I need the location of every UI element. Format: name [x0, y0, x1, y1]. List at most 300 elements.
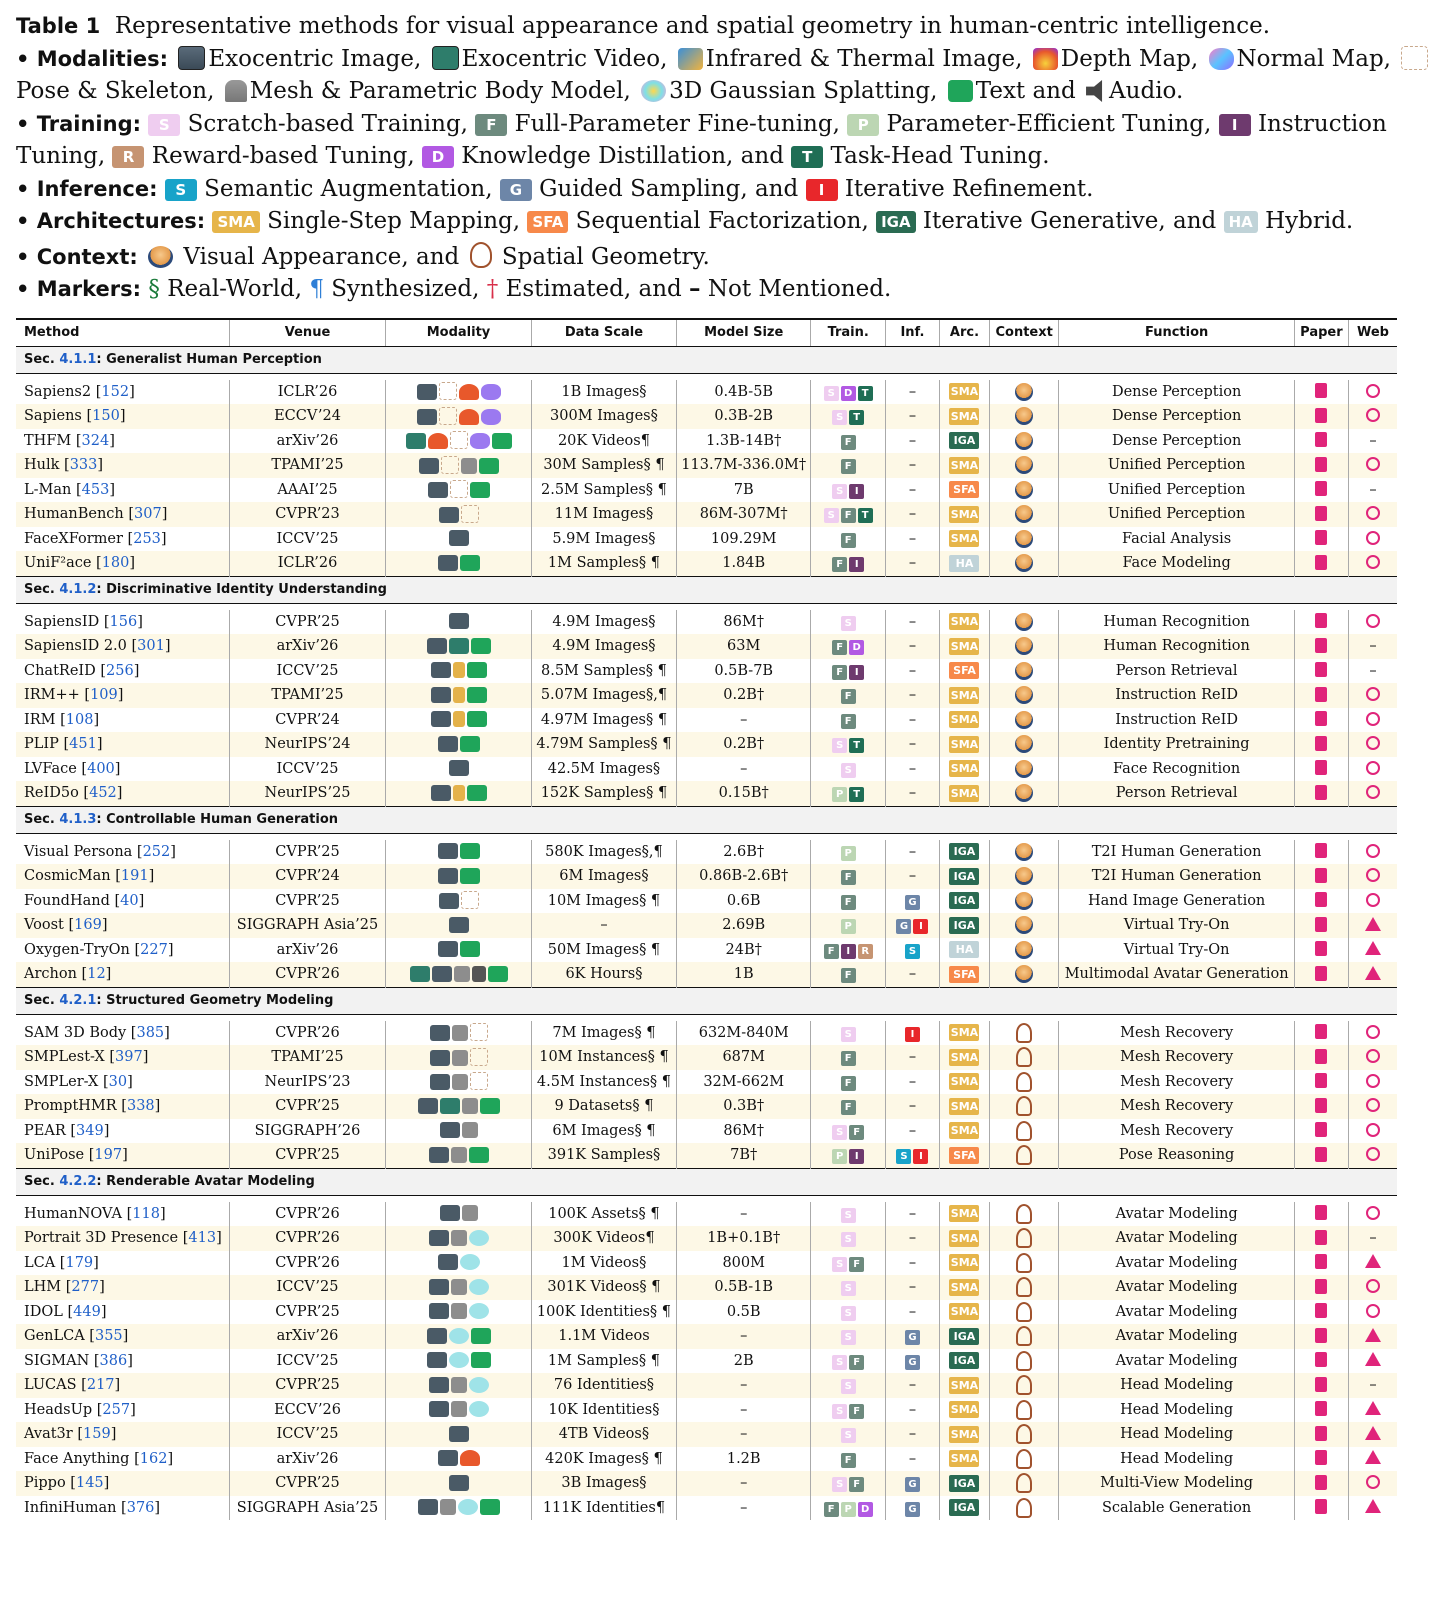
modality-cell: [386, 913, 532, 938]
citation-link[interactable]: 452: [89, 785, 117, 802]
not-mentioned: –: [908, 687, 917, 704]
not-mentioned: –: [908, 1098, 917, 1115]
train-cell: [811, 1349, 885, 1374]
context-cell: [989, 1300, 1058, 1325]
inference-cell: [885, 1094, 939, 1119]
arc-cell: [940, 1251, 990, 1276]
arc-cell: [940, 864, 990, 889]
citation-link[interactable]: 156: [109, 613, 138, 630]
train-cell: [811, 1021, 885, 1046]
home-icon[interactable]: [1365, 966, 1381, 980]
legend-modalities: [16, 43, 1435, 108]
paper-icon[interactable]: [1315, 1254, 1327, 1269]
exo-modality-icon: [427, 1352, 447, 1368]
venue-cell: CVPR’23: [229, 502, 385, 527]
home-icon[interactable]: [1365, 1499, 1381, 1513]
github-icon[interactable]: [1366, 531, 1380, 545]
context-cell: [989, 732, 1058, 757]
paper-cell: [1294, 1070, 1348, 1095]
train-tag: I: [849, 665, 864, 680]
paper-icon[interactable]: [1315, 1073, 1327, 1088]
github-icon[interactable]: [1366, 844, 1380, 858]
train-cell: [811, 913, 885, 938]
data-scale-cell: 5.07M Images§,¶: [531, 683, 676, 708]
paper-icon[interactable]: [1315, 868, 1327, 883]
arc-cell: [940, 1045, 990, 1070]
citation-link[interactable]: 152: [101, 383, 130, 400]
arc-cell: [940, 732, 990, 757]
github-icon[interactable]: [1366, 506, 1380, 520]
legend-architectures: [16, 205, 1435, 238]
citation-link[interactable]: 451: [69, 736, 97, 753]
txt-modality-icon: [460, 555, 480, 571]
data-scale-cell: 300K Videos¶: [531, 1226, 676, 1251]
inference-cell: [885, 1119, 939, 1144]
train-tag: T: [849, 410, 864, 425]
section-name: : Controllable Human Generation: [96, 812, 339, 827]
paper-icon[interactable]: [1315, 662, 1327, 677]
visual-appearance-icon: [1015, 407, 1033, 425]
arc-cell: [940, 1070, 990, 1095]
github-icon[interactable]: [1366, 761, 1380, 775]
method-cell: LHM [277]: [16, 1275, 229, 1300]
github-icon[interactable]: [1366, 1475, 1380, 1489]
paper-icon[interactable]: [1315, 1475, 1327, 1490]
paper-icon[interactable]: [1315, 785, 1327, 800]
train-tag: F: [841, 1453, 856, 1468]
legend-text: Guided Sampling, and: [539, 175, 799, 202]
spatial-geometry-icon: [1016, 1072, 1032, 1092]
train-cell: [811, 1447, 885, 1472]
iterative-refine-tag: I: [806, 179, 838, 201]
citation-link[interactable]: 180: [101, 555, 130, 572]
method-name: IRM: [24, 711, 56, 728]
paper-icon[interactable]: [1315, 941, 1327, 956]
inference-cell: [885, 1398, 939, 1423]
paper-icon[interactable]: [1315, 1303, 1327, 1318]
method-name: Hulk: [24, 457, 60, 474]
scratch-tag: S: [148, 114, 180, 136]
venue-cell: ECCV’24: [229, 404, 385, 429]
paper-icon[interactable]: [1315, 1122, 1327, 1137]
citation-link[interactable]: 40: [120, 892, 139, 909]
paper-icon[interactable]: [1315, 1499, 1327, 1514]
citation-link[interactable]: 191: [120, 868, 149, 885]
paper-icon[interactable]: [1315, 1328, 1327, 1343]
inference-cell: [885, 1324, 939, 1349]
citation-link[interactable]: 217: [86, 1377, 115, 1394]
arc-cell: [940, 1349, 990, 1374]
data-scale-cell: 30M Samples§ ¶: [531, 453, 676, 478]
exo-modality-icon: [417, 409, 437, 425]
train-tag: S: [841, 1379, 856, 1394]
data-scale-cell: 1M Samples§ ¶: [531, 1349, 676, 1374]
visual-appearance-icon: [1015, 383, 1033, 401]
home-icon[interactable]: [1365, 917, 1381, 931]
exo-modality-icon: [449, 917, 469, 933]
distillation-tag: D: [422, 146, 454, 168]
github-icon[interactable]: [1366, 1304, 1380, 1318]
txt-modality-icon: [488, 966, 508, 982]
paper-icon[interactable]: [1315, 843, 1327, 858]
citation-link[interactable]: 307: [134, 506, 162, 523]
github-icon[interactable]: [1366, 1123, 1380, 1137]
citation-link[interactable]: 162: [139, 1450, 168, 1467]
github-icon[interactable]: [1366, 457, 1380, 471]
train-tag: F: [841, 508, 856, 523]
train-cell: [811, 1300, 885, 1325]
spatial-geometry-icon: [1016, 1473, 1032, 1493]
paper-icon[interactable]: [1315, 457, 1327, 472]
paper-icon[interactable]: [1315, 917, 1327, 932]
arc-cell: [940, 781, 990, 806]
home-icon[interactable]: [1365, 1352, 1381, 1366]
exo-modality-icon: [439, 893, 459, 909]
github-icon[interactable]: [1366, 736, 1380, 750]
arc-tag: SFA: [949, 662, 979, 679]
paper-icon[interactable]: [1315, 506, 1327, 521]
arc-cell: [940, 1324, 990, 1349]
function-cell: Avatar Modeling: [1059, 1202, 1295, 1227]
arc-cell: [940, 1447, 990, 1472]
method-cell: Oxygen-TryOn [227]: [16, 938, 229, 963]
paper-cell: [1294, 840, 1348, 865]
exo-modality-icon: [440, 1205, 460, 1221]
modality-cell: [386, 1324, 532, 1349]
github-icon[interactable]: [1366, 1147, 1380, 1161]
train-tag: D: [858, 1502, 873, 1517]
table-caption: [16, 10, 1435, 306]
context-cell: [989, 429, 1058, 454]
txt-modality-icon: [460, 941, 480, 957]
paper-icon[interactable]: [1315, 1352, 1327, 1367]
method-cell: Avat3r [159]: [16, 1422, 229, 1447]
github-icon[interactable]: [1366, 868, 1380, 882]
data-scale-cell: –: [531, 913, 676, 938]
citation-link[interactable]: 397: [115, 1049, 143, 1066]
citation-link[interactable]: 256: [106, 662, 134, 679]
web-cell: [1348, 527, 1397, 552]
citation-link[interactable]: 109: [90, 687, 118, 704]
citation-link[interactable]: 12: [87, 966, 106, 983]
context-cell: [989, 781, 1058, 806]
context-cell: [989, 1226, 1058, 1251]
citation-link[interactable]: 301: [137, 638, 165, 655]
paper-icon[interactable]: [1315, 555, 1327, 570]
legend-text: Scratch-based Training,: [187, 110, 468, 137]
citation-link[interactable]: 145: [75, 1475, 104, 1492]
citation-link[interactable]: 159: [83, 1426, 111, 1443]
home-icon[interactable]: [1365, 1450, 1381, 1464]
legend-markers: [16, 273, 1435, 306]
citation-link[interactable]: 252: [142, 843, 171, 860]
home-icon[interactable]: [1365, 1401, 1381, 1415]
visual-appearance-icon: [1015, 941, 1033, 959]
train-tag: F: [849, 1355, 864, 1370]
mesh-modality-icon: [451, 1377, 467, 1393]
citation-link[interactable]: 169: [74, 917, 102, 934]
pose-modality-icon: [461, 891, 479, 909]
inference-cell: [885, 1422, 939, 1447]
arc-tag: SFA: [949, 1147, 979, 1164]
function-cell: Head Modeling: [1059, 1398, 1295, 1423]
arc-cell: [940, 1119, 990, 1144]
github-icon[interactable]: [1366, 893, 1380, 907]
pose-skeleton-icon: [1401, 46, 1428, 70]
table-row: [16, 864, 1397, 889]
train-tag: F: [849, 1257, 864, 1272]
method-cell: LUCAS [217]: [16, 1373, 229, 1398]
paper-icon[interactable]: [1315, 1401, 1327, 1416]
web-cell: [1348, 380, 1397, 405]
train-cell: [811, 1251, 885, 1276]
function-cell: Face Modeling: [1059, 551, 1295, 576]
github-icon[interactable]: [1366, 1098, 1380, 1112]
citation-link[interactable]: 253: [133, 530, 161, 547]
ir-modality-icon: [453, 711, 465, 727]
not-mentioned: –: [908, 408, 917, 425]
paper-icon[interactable]: [1315, 892, 1327, 907]
section-title: [16, 987, 1397, 1014]
modality-cell: [386, 1119, 532, 1144]
home-icon[interactable]: [1365, 941, 1381, 955]
modality-cell: [386, 1226, 532, 1251]
paper-icon[interactable]: [1315, 638, 1327, 653]
peft-tag: P: [847, 114, 879, 136]
not-mentioned: –: [1369, 638, 1377, 655]
paper-cell: [1294, 1275, 1348, 1300]
method-name: Oxygen-TryOn: [24, 941, 130, 958]
data-scale-cell: 8.5M Samples§ ¶: [531, 659, 676, 684]
col-method: Method: [16, 319, 229, 347]
paper-icon[interactable]: [1315, 408, 1327, 423]
data-scale-cell: 50M Images§ ¶: [531, 938, 676, 963]
model-size-cell: 1.2B: [676, 1447, 811, 1472]
full-finetune-tag: F: [475, 114, 507, 136]
citation-link[interactable]: 277: [71, 1279, 100, 1296]
venue-cell: CVPR’25: [229, 889, 385, 914]
exo-modality-icon: [427, 1328, 447, 1344]
arc-tag: SFA: [949, 966, 979, 983]
function-cell: Multi-View Modeling: [1059, 1471, 1295, 1496]
venue-cell: arXiv’26: [229, 1447, 385, 1472]
venue-cell: ECCV’26: [229, 1398, 385, 1423]
citation-link[interactable]: 386: [99, 1352, 128, 1369]
arc-tag: IGA: [949, 1499, 979, 1516]
modality-cell: [386, 380, 532, 405]
train-cell: [811, 962, 885, 987]
citation-link[interactable]: 108: [65, 711, 94, 728]
section-title: [16, 576, 1397, 603]
home-icon[interactable]: [1365, 1426, 1381, 1440]
method-cell: PEAR [349]: [16, 1119, 229, 1144]
citation-link[interactable]: 376: [126, 1499, 155, 1516]
inference-tag: G: [905, 895, 920, 910]
exo-modality-icon: [429, 1147, 449, 1163]
context-cell: [989, 1021, 1058, 1046]
context-cell: [989, 380, 1058, 405]
pose-modality-icon: [470, 1072, 488, 1090]
modality-cell: [386, 478, 532, 503]
arc-tag: HA: [949, 555, 979, 572]
method-name: L-Man: [24, 481, 72, 498]
paper-cell: [1294, 1471, 1348, 1496]
github-icon[interactable]: [1366, 687, 1380, 701]
function-cell: Human Recognition: [1059, 634, 1295, 659]
method-name: PromptHMR: [24, 1098, 117, 1115]
citation-link[interactable]: 30: [108, 1073, 128, 1090]
paper-cell: [1294, 1021, 1348, 1046]
inference-cell: [885, 404, 939, 429]
train-tag: T: [858, 386, 873, 401]
modality-cell: [386, 1300, 532, 1325]
method-cell: Visual Persona [252]: [16, 840, 229, 865]
data-scale-cell: 10M Images§ ¶: [531, 889, 676, 914]
train-tag: R: [858, 944, 873, 959]
citation-link[interactable]: 413: [188, 1230, 217, 1247]
citation-link[interactable]: 179: [65, 1254, 94, 1271]
train-tag: T: [849, 787, 864, 802]
paper-icon[interactable]: [1315, 711, 1327, 726]
function-cell: Identity Pretraining: [1059, 732, 1295, 757]
venue-cell: SIGGRAPH Asia’25: [229, 1496, 385, 1521]
legend-text: Visual Appearance, and: [183, 243, 460, 270]
paper-cell: [1294, 1300, 1348, 1325]
github-icon[interactable]: [1366, 1025, 1380, 1039]
citation-link[interactable]: 338: [126, 1098, 155, 1115]
model-size-cell: 1.3B-14B†: [676, 429, 811, 454]
web-cell: [1348, 1398, 1397, 1423]
paper-icon[interactable]: [1315, 966, 1327, 981]
github-icon[interactable]: [1366, 614, 1380, 628]
modality-cell: [386, 840, 532, 865]
web-cell: [1348, 962, 1397, 987]
method-name: Face Anything: [24, 1450, 130, 1467]
not-mentioned: –: [908, 1049, 917, 1066]
modality-cell: [386, 527, 532, 552]
citation-link[interactable]: 355: [94, 1328, 123, 1345]
method-cell: SapiensID 2.0 [301]: [16, 634, 229, 659]
citation-link[interactable]: 400: [87, 760, 115, 777]
section-ref-link[interactable]: 4.2.2: [59, 1174, 97, 1189]
paper-icon[interactable]: [1315, 530, 1327, 545]
not-mentioned: –: [908, 457, 917, 474]
method-cell: LVFace [400]: [16, 757, 229, 782]
exo-modality-icon: [428, 482, 448, 498]
section-ref-link[interactable]: 4.1.1: [59, 352, 97, 367]
github-icon[interactable]: [1366, 1074, 1380, 1088]
github-icon[interactable]: [1366, 408, 1380, 422]
citation-link[interactable]: 453: [81, 481, 110, 498]
gs-modality-icon: [449, 1352, 469, 1368]
citation-link[interactable]: 349: [76, 1122, 104, 1139]
paper-cell: [1294, 659, 1348, 684]
arc-cell: [940, 610, 990, 635]
data-scale-cell: 4TB Videos§: [531, 1422, 676, 1447]
method-name: LUCAS: [24, 1377, 77, 1394]
paper-icon[interactable]: [1315, 687, 1327, 702]
train-cell: [811, 478, 885, 503]
citation-link[interactable]: 227: [140, 941, 168, 958]
paper-icon[interactable]: [1315, 1024, 1327, 1039]
citation-link[interactable]: 118: [132, 1205, 160, 1222]
mesh-body-icon: [225, 80, 247, 102]
citation-link[interactable]: 385: [136, 1024, 165, 1041]
not-mentioned: –: [908, 1205, 917, 1222]
train-tag: S: [832, 1125, 847, 1140]
model-size-cell: –: [676, 1202, 811, 1227]
modality-cell: [386, 1045, 532, 1070]
function-cell: Mesh Recovery: [1059, 1119, 1295, 1144]
arc-cell: [940, 453, 990, 478]
section-ref-link[interactable]: 4.1.3: [59, 812, 97, 827]
citation-link[interactable]: 150: [92, 408, 120, 425]
citation-link[interactable]: 324: [81, 432, 110, 449]
github-icon[interactable]: [1366, 712, 1380, 726]
method-cell: ChatReID [256]: [16, 659, 229, 684]
function-cell: Head Modeling: [1059, 1422, 1295, 1447]
paper-icon[interactable]: [1315, 432, 1327, 447]
github-icon[interactable]: [1366, 1049, 1380, 1063]
function-cell: Instruction ReID: [1059, 708, 1295, 733]
arc-cell: [940, 1094, 990, 1119]
home-icon[interactable]: [1365, 1328, 1381, 1342]
section-ref-link[interactable]: 4.1.2: [59, 582, 97, 597]
section-ref-link[interactable]: 4.2.1: [59, 993, 97, 1008]
paper-icon[interactable]: [1315, 1377, 1327, 1392]
paper-icon[interactable]: [1315, 760, 1327, 775]
paper-icon[interactable]: [1315, 1147, 1327, 1162]
legend-text: Synthesized,: [331, 276, 480, 302]
paper-cell: [1294, 380, 1348, 405]
not-mentioned: –: [908, 383, 917, 400]
citation-link[interactable]: 257: [102, 1401, 131, 1418]
paper-icon[interactable]: [1315, 1049, 1327, 1064]
model-size-cell: 1.84B: [676, 551, 811, 576]
legend-text: Estimated, and: [505, 276, 682, 302]
home-icon[interactable]: [1365, 1254, 1381, 1268]
citation-link[interactable]: 333: [69, 457, 98, 474]
github-icon[interactable]: [1366, 1279, 1380, 1293]
web-cell: [1348, 840, 1397, 865]
paper-icon[interactable]: [1315, 383, 1327, 398]
paper-icon[interactable]: [1315, 613, 1327, 628]
citation-link[interactable]: 449: [73, 1303, 101, 1320]
github-icon[interactable]: [1366, 384, 1380, 398]
github-icon[interactable]: [1366, 555, 1380, 569]
arc-tag: SMA: [950, 1378, 979, 1392]
paper-icon[interactable]: [1315, 1205, 1327, 1220]
paper-icon[interactable]: [1315, 481, 1327, 496]
paper-icon[interactable]: [1315, 736, 1327, 751]
modality-cell: [386, 1275, 532, 1300]
paper-icon[interactable]: [1315, 1450, 1327, 1465]
paper-icon[interactable]: [1315, 1230, 1327, 1245]
github-icon[interactable]: [1366, 785, 1380, 799]
train-tag: S: [832, 1257, 847, 1272]
paper-cell: [1294, 1422, 1348, 1447]
context-cell: [989, 634, 1058, 659]
exo-modality-icon: [439, 507, 459, 523]
data-scale-cell: 2.5M Samples§ ¶: [531, 478, 676, 503]
paper-icon[interactable]: [1315, 1426, 1327, 1441]
table-row: [16, 781, 1397, 806]
paper-icon[interactable]: [1315, 1279, 1327, 1294]
paper-icon[interactable]: [1315, 1098, 1327, 1113]
not-mentioned: –: [908, 760, 917, 777]
github-icon[interactable]: [1366, 1206, 1380, 1220]
citation-link[interactable]: 197: [94, 1147, 123, 1164]
